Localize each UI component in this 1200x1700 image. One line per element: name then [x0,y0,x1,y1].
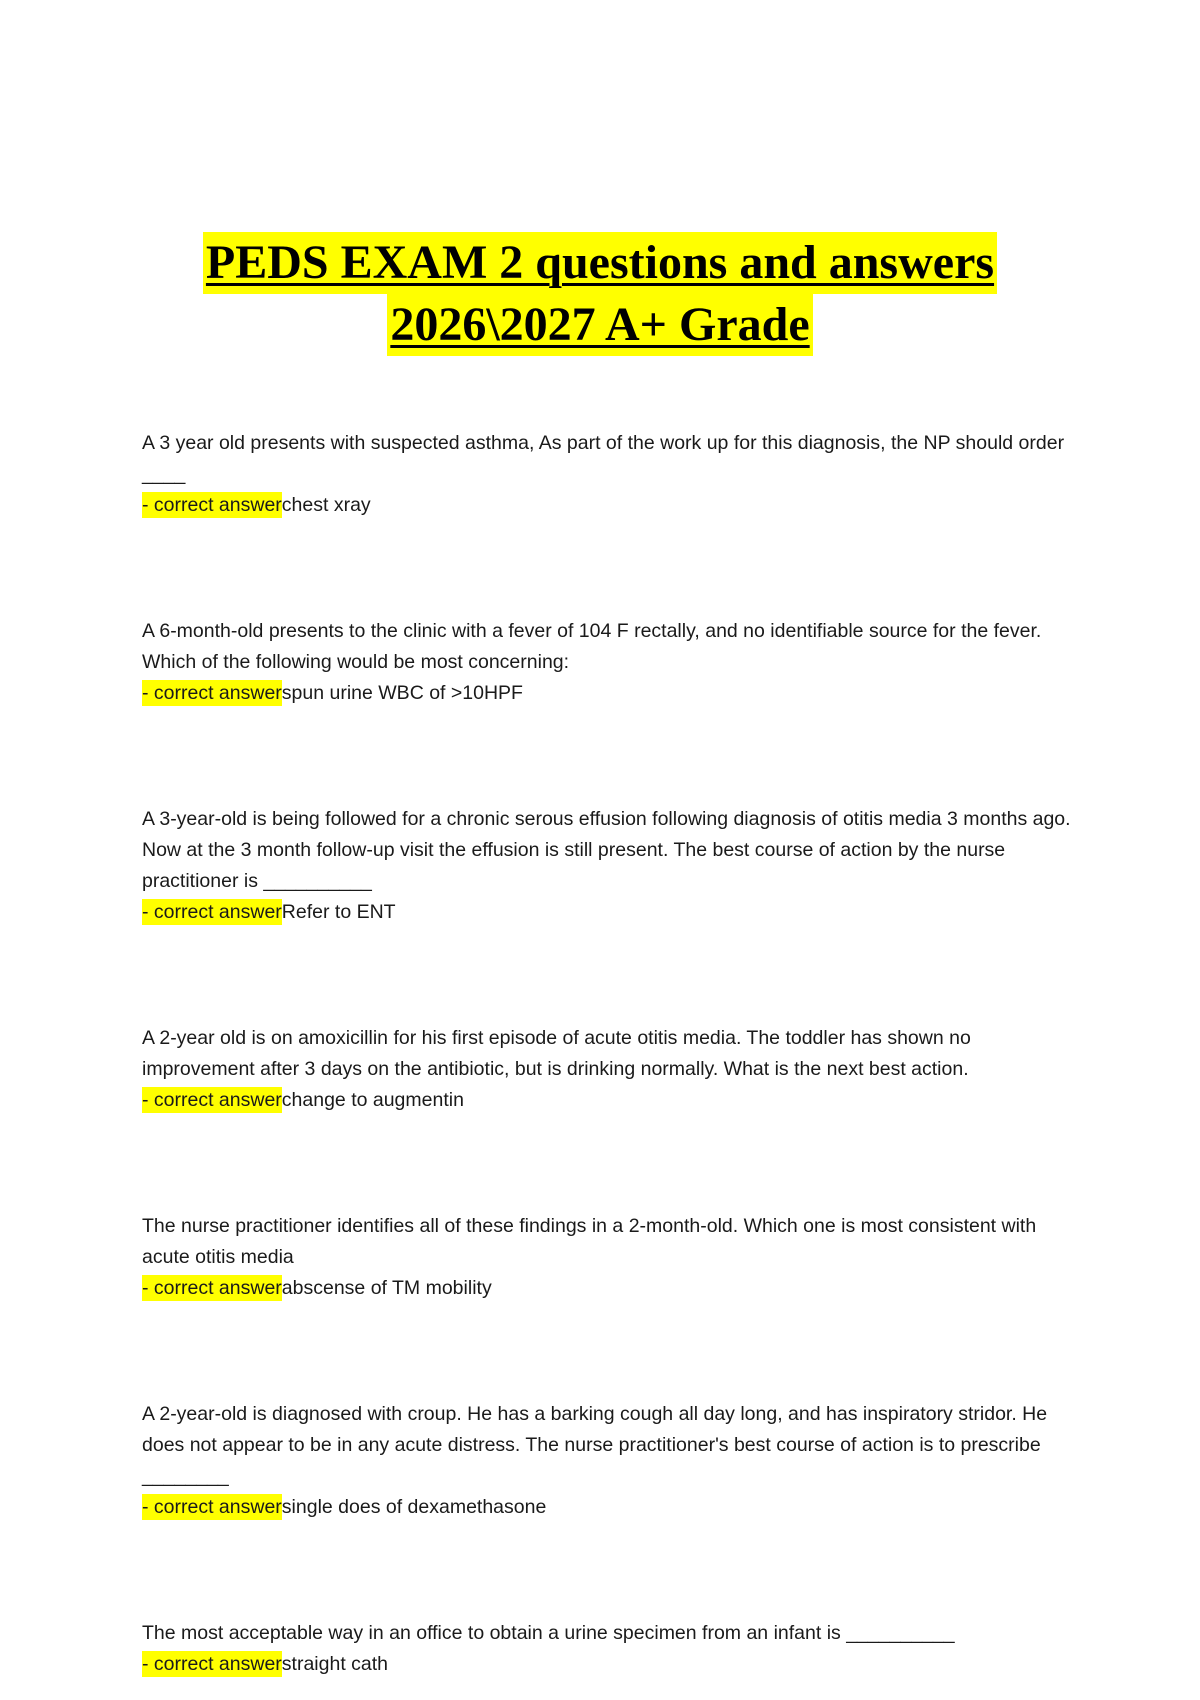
answer-line [142,1273,1072,1304]
title-line-1: PEDS EXAM 2 questions and answers [203,232,997,294]
answer-text: change to augmentin [281,1089,464,1111]
qa-list [142,428,1076,1700]
answer-tag: - correct answer [142,682,282,704]
qa-item [142,428,1072,521]
answer-text: spun urine WBC of >10HPF [281,682,523,704]
qa-item [142,1618,1072,1680]
answer-text: straight cath [281,1653,389,1675]
answer-tag: - correct answer [142,494,282,516]
question-text: A 2-year old is on amoxicillin for his first episode of acute otitis media. The toddler has shown no improvement after 3 days on the antibiotic, but is drinking normally. What is the next best action. [142,1027,977,1080]
document-title [0,232,1200,356]
answer-text: chest xray [281,494,371,516]
qa-item [142,1023,1072,1116]
qa-item [142,1211,1072,1304]
question-text: A 6-month-old presents to the clinic with a fever of 104 F rectally, and no identifiable source for the fever. Which of the following would be most concerning: [142,620,1047,673]
answer-tag: - correct answer [142,1277,282,1299]
answer-text: Refer to ENT [281,901,396,923]
question-text: A 3 year old presents with suspected asthma, As part of the work up for this diagnosis, the NP should order ____ [142,432,1070,485]
answer-line [142,1649,1072,1680]
qa-item [142,804,1076,928]
qa-item [142,1399,1072,1523]
answer-text: single does of dexamethasone [281,1496,547,1518]
answer-text: abscense of TM mobility [281,1277,492,1299]
answer-line [142,1492,1072,1523]
answer-line [142,490,1072,521]
answer-line [142,1085,1072,1116]
qa-item [142,616,1072,709]
question-text: The nurse practitioner identifies all of these findings in a 2-month-old. Which one is most consistent with acute otitis media [142,1215,1042,1268]
answer-tag: - correct answer [142,1496,282,1518]
answer-line [142,678,1072,709]
answer-tag: - correct answer [142,1653,282,1675]
question-text: The most acceptable way in an office to obtain a urine specimen from an infant is __________ [142,1622,955,1644]
title-line-2: 2026\2027 A+ Grade [387,294,812,356]
answer-tag: - correct answer [142,901,282,923]
question-text: A 3-year-old is being followed for a chronic serous effusion following diagnosis of otitis media 3 months ago. Now at the 3 month follow-up visit the effusion is still present. The best course of action by the nurse practitioner is __________ [142,808,1076,892]
question-text: A 2-year-old is diagnosed with croup. He has a barking cough all day long, and has inspiratory stridor. He does not appear to be in any acute distress. The nurse practitioner's best course of action is to prescribe ________ [142,1403,1053,1487]
answer-tag: - correct answer [142,1089,282,1111]
answer-line [142,897,1072,928]
